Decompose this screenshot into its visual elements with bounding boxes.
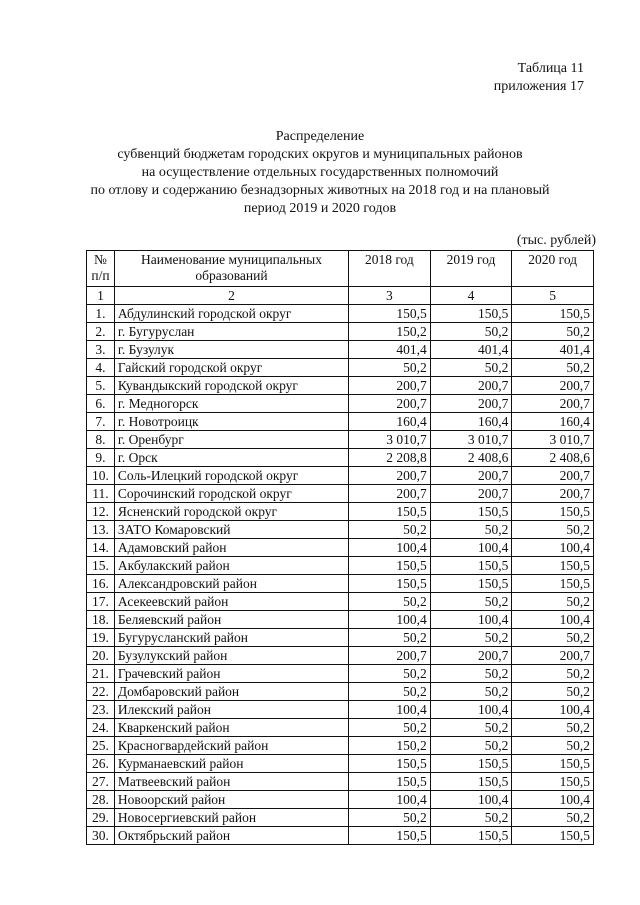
value-2019-cell: 401,4 bbox=[430, 341, 512, 359]
column-header-2019: 2019 год bbox=[430, 251, 512, 287]
municipality-name-cell: Илекский район bbox=[114, 701, 348, 719]
row-number-cell: 13. bbox=[87, 521, 115, 539]
value-2018-cell: 100,4 bbox=[349, 791, 431, 809]
value-2018-cell: 50,2 bbox=[349, 593, 431, 611]
appendix-number: приложения 17 bbox=[493, 79, 584, 94]
value-2020-cell: 50,2 bbox=[512, 719, 594, 737]
municipality-name-cell: г. Бузулук bbox=[114, 341, 348, 359]
table-row bbox=[87, 719, 594, 737]
value-2019-cell: 150,5 bbox=[430, 827, 512, 845]
row-number-cell: 17. bbox=[87, 593, 115, 611]
value-2018-cell: 200,7 bbox=[349, 377, 431, 395]
value-2020-cell: 150,5 bbox=[512, 305, 594, 323]
value-2018-cell: 50,2 bbox=[349, 719, 431, 737]
value-2019-cell: 200,7 bbox=[430, 467, 512, 485]
value-2018-cell: 100,4 bbox=[349, 539, 431, 557]
value-2018-cell: 150,5 bbox=[349, 575, 431, 593]
municipality-name-cell: г. Бугуруслан bbox=[114, 323, 348, 341]
value-2020-cell: 200,7 bbox=[512, 467, 594, 485]
municipality-name-cell: Кваркенский район bbox=[114, 719, 348, 737]
value-2019-cell: 50,2 bbox=[430, 323, 512, 341]
value-2018-cell: 150,5 bbox=[349, 557, 431, 575]
table-row bbox=[87, 449, 594, 467]
column-header-2018: 2018 год bbox=[349, 251, 431, 287]
value-2019-cell: 50,2 bbox=[430, 719, 512, 737]
municipality-name-cell: г. Новотроицк bbox=[114, 413, 348, 431]
value-2018-cell: 200,7 bbox=[349, 647, 431, 665]
table-row bbox=[87, 647, 594, 665]
table-row bbox=[87, 827, 594, 845]
row-number-cell: 29. bbox=[87, 809, 115, 827]
table-body bbox=[87, 305, 594, 845]
value-2020-cell: 150,5 bbox=[512, 557, 594, 575]
row-number-cell: 27. bbox=[87, 773, 115, 791]
value-2019-cell: 100,4 bbox=[430, 791, 512, 809]
table-row bbox=[87, 467, 594, 485]
value-2020-cell: 150,5 bbox=[512, 503, 594, 521]
column-number: 1 bbox=[87, 287, 115, 305]
table-reference bbox=[494, 60, 584, 96]
table-row bbox=[87, 413, 594, 431]
value-2020-cell: 50,2 bbox=[512, 359, 594, 377]
title-line: на осуществление отдельных государственных полномочий bbox=[141, 165, 499, 180]
municipality-name-cell: Абдулинский городской округ bbox=[114, 305, 348, 323]
row-number-cell: 28. bbox=[87, 791, 115, 809]
value-2019-cell: 50,2 bbox=[430, 359, 512, 377]
value-2019-cell: 150,5 bbox=[430, 773, 512, 791]
municipality-name-cell: Асекеевский район bbox=[114, 593, 348, 611]
value-2020-cell: 50,2 bbox=[512, 737, 594, 755]
value-2018-cell: 100,4 bbox=[349, 611, 431, 629]
table-row bbox=[87, 305, 594, 323]
value-2018-cell: 3 010,7 bbox=[349, 431, 431, 449]
row-number-cell: 2. bbox=[87, 323, 115, 341]
table-row bbox=[87, 665, 594, 683]
table-row bbox=[87, 485, 594, 503]
row-number-cell: 5. bbox=[87, 377, 115, 395]
municipality-name-cell: Гайский городской округ bbox=[114, 359, 348, 377]
document-title bbox=[70, 128, 570, 218]
row-number-cell: 23. bbox=[87, 701, 115, 719]
value-2019-cell: 150,5 bbox=[430, 305, 512, 323]
value-2018-cell: 100,4 bbox=[349, 701, 431, 719]
table-row bbox=[87, 377, 594, 395]
value-2019-cell: 50,2 bbox=[430, 683, 512, 701]
value-2020-cell: 401,4 bbox=[512, 341, 594, 359]
value-2020-cell: 50,2 bbox=[512, 323, 594, 341]
value-2018-cell: 50,2 bbox=[349, 683, 431, 701]
value-2018-cell: 150,5 bbox=[349, 827, 431, 845]
column-number: 3 bbox=[349, 287, 431, 305]
value-2020-cell: 100,4 bbox=[512, 539, 594, 557]
municipality-name-cell: Кувандыкский городской округ bbox=[114, 377, 348, 395]
municipality-name-cell: Домбаровский район bbox=[114, 683, 348, 701]
row-number-cell: 24. bbox=[87, 719, 115, 737]
table-row bbox=[87, 701, 594, 719]
row-number-cell: 26. bbox=[87, 755, 115, 773]
value-2018-cell: 200,7 bbox=[349, 467, 431, 485]
municipality-name-cell: Грачевский район bbox=[114, 665, 348, 683]
column-header-2020: 2020 год bbox=[512, 251, 594, 287]
subvention-table bbox=[86, 250, 594, 845]
row-number-cell: 16. bbox=[87, 575, 115, 593]
value-2020-cell: 100,4 bbox=[512, 791, 594, 809]
row-number-cell: 9. bbox=[87, 449, 115, 467]
value-2019-cell: 200,7 bbox=[430, 377, 512, 395]
table-row bbox=[87, 557, 594, 575]
value-2020-cell: 200,7 bbox=[512, 395, 594, 413]
row-number-cell: 12. bbox=[87, 503, 115, 521]
value-2020-cell: 160,4 bbox=[512, 413, 594, 431]
value-2018-cell: 150,5 bbox=[349, 305, 431, 323]
row-number-cell: 10. bbox=[87, 467, 115, 485]
value-2018-cell: 150,5 bbox=[349, 773, 431, 791]
table-row bbox=[87, 539, 594, 557]
table-row bbox=[87, 341, 594, 359]
value-2018-cell: 150,2 bbox=[349, 323, 431, 341]
value-2020-cell: 200,7 bbox=[512, 377, 594, 395]
row-number-cell: 20. bbox=[87, 647, 115, 665]
value-2020-cell: 200,7 bbox=[512, 647, 594, 665]
municipality-name-cell: Беляевский район bbox=[114, 611, 348, 629]
municipality-name-cell: Соль-Илецкий городской округ bbox=[114, 467, 348, 485]
value-2018-cell: 50,2 bbox=[349, 665, 431, 683]
value-2020-cell: 150,5 bbox=[512, 827, 594, 845]
value-2019-cell: 200,7 bbox=[430, 647, 512, 665]
table-row bbox=[87, 395, 594, 413]
row-number-cell: 22. bbox=[87, 683, 115, 701]
row-number-cell: 30. bbox=[87, 827, 115, 845]
municipality-name-cell: Октябрьский район bbox=[114, 827, 348, 845]
municipality-name-cell: г. Медногорск bbox=[114, 395, 348, 413]
units-label: (тыс. рублей) bbox=[516, 233, 596, 248]
row-number-cell: 3. bbox=[87, 341, 115, 359]
municipality-name-cell: Красногвардейский район bbox=[114, 737, 348, 755]
value-2020-cell: 2 408,6 bbox=[512, 449, 594, 467]
value-2018-cell: 150,2 bbox=[349, 737, 431, 755]
table-header-row bbox=[87, 251, 594, 287]
value-2020-cell: 50,2 bbox=[512, 593, 594, 611]
row-number-cell: 11. bbox=[87, 485, 115, 503]
column-header-number: № п/п bbox=[87, 251, 115, 287]
row-number-cell: 14. bbox=[87, 539, 115, 557]
table-row bbox=[87, 737, 594, 755]
row-number-cell: 7. bbox=[87, 413, 115, 431]
value-2020-cell: 50,2 bbox=[512, 683, 594, 701]
value-2020-cell: 150,5 bbox=[512, 773, 594, 791]
table-row bbox=[87, 431, 594, 449]
value-2018-cell: 150,5 bbox=[349, 755, 431, 773]
row-number-cell: 21. bbox=[87, 665, 115, 683]
column-number-row bbox=[87, 287, 594, 305]
municipality-name-cell: Сорочинский городской округ bbox=[114, 485, 348, 503]
value-2019-cell: 150,5 bbox=[430, 503, 512, 521]
value-2018-cell: 150,5 bbox=[349, 503, 431, 521]
value-2019-cell: 150,5 bbox=[430, 557, 512, 575]
municipality-name-cell: г. Орск bbox=[114, 449, 348, 467]
value-2019-cell: 160,4 bbox=[430, 413, 512, 431]
value-2018-cell: 50,2 bbox=[349, 809, 431, 827]
municipality-name-cell: Матвеевский район bbox=[114, 773, 348, 791]
municipality-name-cell: Бугурусланский район bbox=[114, 629, 348, 647]
table-row bbox=[87, 575, 594, 593]
value-2020-cell: 50,2 bbox=[512, 809, 594, 827]
value-2018-cell: 2 208,8 bbox=[349, 449, 431, 467]
municipality-name-cell: г. Оренбург bbox=[114, 431, 348, 449]
value-2020-cell: 150,5 bbox=[512, 575, 594, 593]
value-2019-cell: 200,7 bbox=[430, 485, 512, 503]
municipality-name-cell: ЗАТО Комаровский bbox=[114, 521, 348, 539]
municipality-name-cell: Новоорский район bbox=[114, 791, 348, 809]
column-header-name: Наименование муниципальных образований bbox=[114, 251, 348, 287]
value-2019-cell: 50,2 bbox=[430, 593, 512, 611]
value-2019-cell: 100,4 bbox=[430, 701, 512, 719]
municipality-name-cell: Курманаевский район bbox=[114, 755, 348, 773]
value-2020-cell: 200,7 bbox=[512, 485, 594, 503]
value-2019-cell: 3 010,7 bbox=[430, 431, 512, 449]
value-2018-cell: 200,7 bbox=[349, 395, 431, 413]
value-2020-cell: 50,2 bbox=[512, 665, 594, 683]
municipality-name-cell: Акбулакский район bbox=[114, 557, 348, 575]
title-line: субвенций бюджетам городских округов и муниципальных районов bbox=[117, 147, 523, 162]
column-number: 2 bbox=[114, 287, 348, 305]
table-row bbox=[87, 809, 594, 827]
value-2019-cell: 200,7 bbox=[430, 395, 512, 413]
municipality-name-cell: Александровский район bbox=[114, 575, 348, 593]
table-row bbox=[87, 521, 594, 539]
value-2019-cell: 50,2 bbox=[430, 665, 512, 683]
row-number-cell: 1. bbox=[87, 305, 115, 323]
row-number-cell: 18. bbox=[87, 611, 115, 629]
value-2019-cell: 150,5 bbox=[430, 575, 512, 593]
table-number: Таблица 11 bbox=[517, 61, 584, 76]
table-row bbox=[87, 683, 594, 701]
row-number-cell: 25. bbox=[87, 737, 115, 755]
value-2018-cell: 200,7 bbox=[349, 485, 431, 503]
table-row bbox=[87, 629, 594, 647]
municipality-name-cell: Ясненский городской округ bbox=[114, 503, 348, 521]
table-row bbox=[87, 359, 594, 377]
municipality-name-cell: Адамовский район bbox=[114, 539, 348, 557]
row-number-cell: 15. bbox=[87, 557, 115, 575]
row-number-cell: 19. bbox=[87, 629, 115, 647]
value-2018-cell: 401,4 bbox=[349, 341, 431, 359]
value-2018-cell: 50,2 bbox=[349, 629, 431, 647]
table-row bbox=[87, 323, 594, 341]
table-row bbox=[87, 791, 594, 809]
value-2020-cell: 100,4 bbox=[512, 701, 594, 719]
value-2018-cell: 50,2 bbox=[349, 521, 431, 539]
column-number: 5 bbox=[512, 287, 594, 305]
title-line: период 2019 и 2020 годов bbox=[243, 201, 397, 216]
row-number-cell: 8. bbox=[87, 431, 115, 449]
value-2019-cell: 100,4 bbox=[430, 611, 512, 629]
value-2019-cell: 100,4 bbox=[430, 539, 512, 557]
value-2020-cell: 50,2 bbox=[512, 629, 594, 647]
value-2020-cell: 50,2 bbox=[512, 521, 594, 539]
title-line: Распределение bbox=[275, 129, 365, 144]
row-number-cell: 6. bbox=[87, 395, 115, 413]
municipality-name-cell: Бузулукский район bbox=[114, 647, 348, 665]
table-row bbox=[87, 611, 594, 629]
title-line: по отлову и содержанию безнадзорных животных на 2018 год и на плановый bbox=[90, 183, 550, 198]
table-row bbox=[87, 503, 594, 521]
column-number: 4 bbox=[430, 287, 512, 305]
value-2019-cell: 50,2 bbox=[430, 737, 512, 755]
value-2020-cell: 150,5 bbox=[512, 755, 594, 773]
value-2019-cell: 2 408,6 bbox=[430, 449, 512, 467]
value-2019-cell: 50,2 bbox=[430, 629, 512, 647]
row-number-cell: 4. bbox=[87, 359, 115, 377]
value-2020-cell: 100,4 bbox=[512, 611, 594, 629]
table-row bbox=[87, 755, 594, 773]
value-2018-cell: 50,2 bbox=[349, 359, 431, 377]
value-2018-cell: 160,4 bbox=[349, 413, 431, 431]
table-row bbox=[87, 773, 594, 791]
value-2020-cell: 3 010,7 bbox=[512, 431, 594, 449]
value-2019-cell: 150,5 bbox=[430, 755, 512, 773]
value-2019-cell: 50,2 bbox=[430, 521, 512, 539]
table-row bbox=[87, 593, 594, 611]
value-2019-cell: 50,2 bbox=[430, 809, 512, 827]
municipality-name-cell: Новосергиевский район bbox=[114, 809, 348, 827]
